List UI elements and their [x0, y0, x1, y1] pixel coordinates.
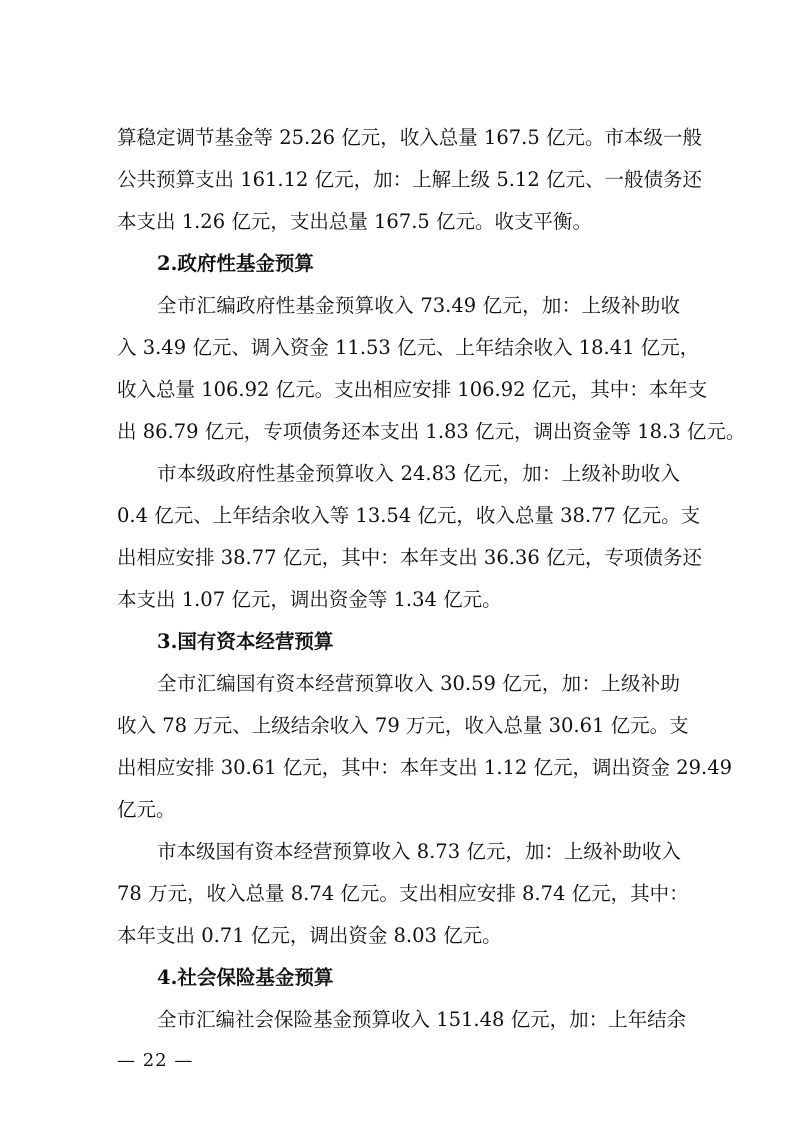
paragraph-line: 全市汇编国有资本经营预算收入 30.59 亿元，加：上级补助	[157, 672, 680, 695]
paragraph-line: 78 万元，收入总量 8.74 亿元。支出相应安排 8.74 亿元，其中：	[117, 882, 689, 905]
section-heading: 2.政府性基金预算	[157, 252, 314, 275]
paragraph-line: 本支出 1.26 亿元，支出总量 167.5 亿元。收支平衡。	[117, 210, 593, 233]
section-heading: 4.社会保险基金预算	[157, 966, 334, 989]
paragraph-line: 全市汇编政府性基金预算收入 73.49 亿元，加：上级补助收	[157, 294, 680, 317]
paragraph-line: 市本级国有资本经营预算收入 8.73 亿元，加：上级补助收入	[157, 840, 681, 863]
paragraph-line: 公共预算支出 161.12 亿元，加：上解上级 5.12 亿元、一般债务还	[117, 168, 702, 191]
paragraph-line: 出相应安排 30.61 亿元，其中：本年支出 1.12 亿元，调出资金 29.49	[117, 756, 733, 779]
paragraph-line: 入 3.49 亿元、调入资金 11.53 亿元、上年结余收入 18.41 亿元，	[117, 336, 700, 359]
paragraph-line: 本支出 1.07 亿元，调出资金等 1.34 亿元。	[117, 588, 502, 611]
paragraph-line: 本年支出 0.71 亿元，调出资金 8.03 亿元。	[117, 924, 502, 947]
paragraph-line: 全市汇编社会保险基金预算收入 151.48 亿元，加：上年结余	[157, 1008, 687, 1031]
paragraph-line: 收入 78 万元、上级结余收入 79 万元，收入总量 30.61 亿元。支	[117, 714, 689, 737]
paragraph-line: 亿元。	[117, 798, 176, 821]
section-heading: 3.国有资本经营预算	[157, 630, 334, 653]
paragraph-line: 0.4 亿元、上年结余收入等 13.54 亿元，收入总量 38.77 亿元。支	[117, 504, 701, 527]
paragraph-line: 算稳定调节基金等 25.26 亿元，收入总量 167.5 亿元。市本级一般	[117, 126, 702, 149]
paragraph-line: 出相应安排 38.77 亿元，其中：本年支出 36.36 亿元，专项债务还	[117, 546, 702, 569]
paragraph-line: 收入总量 106.92 亿元。支出相应安排 106.92 亿元，其中：本年支	[117, 378, 708, 401]
paragraph-line: 出 86.79 亿元，专项债务还本支出 1.83 亿元，调出资金等 18.3 亿元。	[117, 420, 746, 443]
paragraph-line: 市本级政府性基金预算收入 24.83 亿元，加：上级补助收入	[157, 462, 680, 485]
page-number: — 22 —	[117, 1050, 194, 1071]
